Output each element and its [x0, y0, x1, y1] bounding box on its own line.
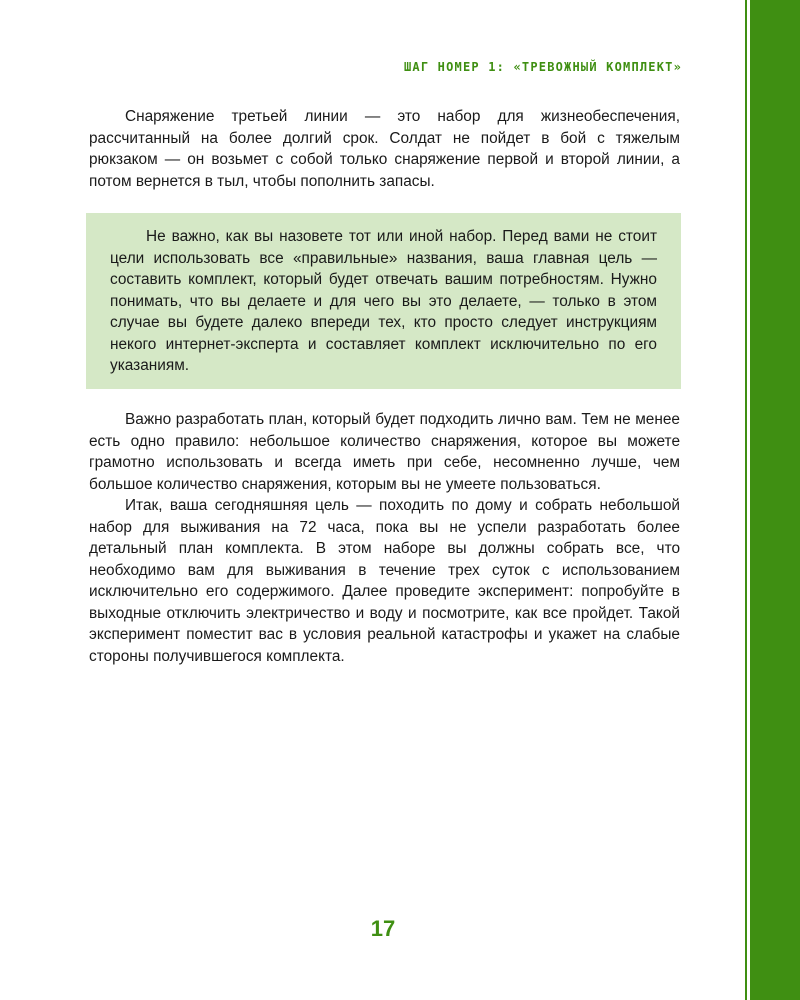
callout-text: Не важно, как вы назовете тот или иной набор. Перед вами не стоит цели использовать все «правильные» названия, ваша главная цель — составить комплект, который будет отвечать вашим потребностям. Нужно понимать, что вы делаете и для чего вы это делаете, — только в этом случае вы будете далеко впереди тех, кто просто следует инструкциям некого интернет-эксперта и составляет комплект исключительно по его указаниям.	[110, 228, 657, 374]
paragraph-third-line-gear: Снаряжение третьей линии — это набор для жизнеобеспечения, рассчитанный на более долгий срок. Солдат не пойдет в бой с тяжелым рюкзаком — он возьмет с собой только снаряжение первой и второй линии, а потом вернется в тыл, чтобы пополнить запасы.	[89, 108, 680, 190]
page-number: 17	[370, 916, 396, 941]
callout-box	[86, 213, 681, 389]
paragraph-72-hour-kit: Итак, ваша сегодняшняя цель — походить по дому и собрать небольшой набор для выживания на 72 часа, пока вы не успели разработать более детальный план комплекта. В этом наборе вы должны собрать все, что необходимо вам для выживания в течение трех суток с использованием исключительно его содержимого. Далее проведите эксперимент: попробуйте в выходные отключить электричество и воду и посмотрите, как все пройдет. Такой эксперимент поместит вас в условия реальной катастрофы и укажет на слабые стороны получившегося комплекта.	[89, 497, 680, 665]
text-block-bottom	[89, 409, 680, 667]
text-block-top	[89, 106, 680, 192]
green-side-bar	[750, 0, 800, 1000]
running-header: ШАГ НОМЕР 1: «ТРЕВОЖНЫЙ КОМПЛЕКТ»	[403, 60, 682, 74]
paragraph-plan: Важно разработать план, который будет подходить лично вам. Тем не менее есть одно правило: небольшое количество снаряжения, которое вы можете грамотно использовать и всегда иметь при себе, несомненно лучше, чем большое количество снаряжения, которым вы не умеете пользоваться.	[89, 411, 680, 493]
